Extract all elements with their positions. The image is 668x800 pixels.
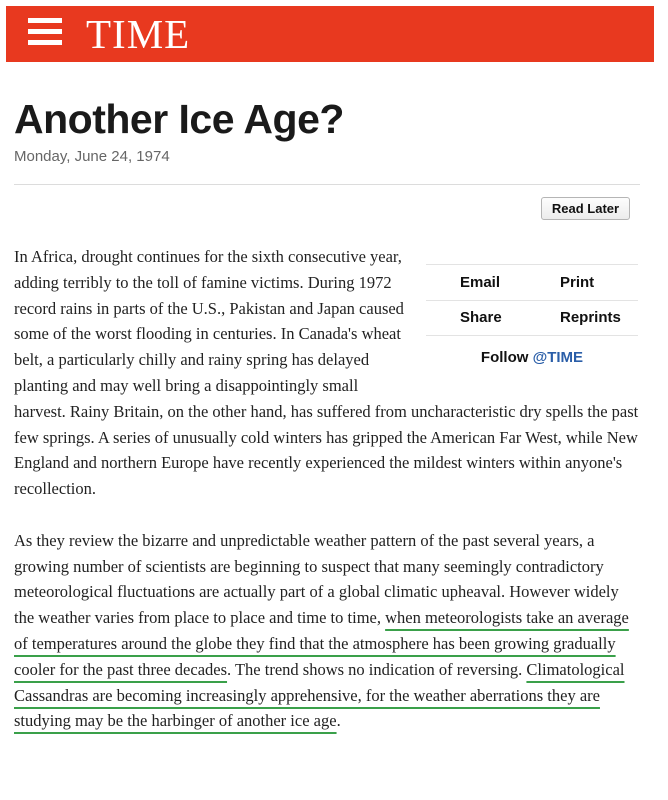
article-title: Another Ice Age? <box>14 96 344 142</box>
highlight-2: Climatological Cassandras are becoming increasingly apprehensive, for the weather aberrations they are studying may be the harbinger of another ice age <box>14 659 625 731</box>
print-link[interactable]: Print <box>560 273 595 291</box>
share-row-2 <box>426 300 638 336</box>
read-later-button[interactable]: Read Later <box>541 197 630 220</box>
top-bar <box>6 6 654 62</box>
follow-handle-link[interactable]: @TIME <box>532 349 584 366</box>
follow-label: Follow <box>480 349 529 366</box>
share-box <box>426 264 638 368</box>
article-date: Monday, June 24, 1974 <box>14 148 170 165</box>
highlight-1: when meteorologists take an average of temperatures around the globe they find that the atmosphere has been growing gradually cooler for the past three decades <box>14 608 629 679</box>
follow-time <box>426 336 638 368</box>
time-logo[interactable]: TIME <box>86 11 191 57</box>
email-link[interactable]: Email <box>460 273 501 291</box>
paragraph-1: In Africa, drought continues for the sixth consecutive year, adding terribly to the toll of famine victims. During 1972 record rains in parts of the U.S., Pakistan and Japan caused some of the worst flooding in centuries. In Canada's wheat belt, a particularly chilly and rainy spring has delayed planting and may well bring a disappointingly small harvest. Rainy Britain, on the other hand, has suffered from uncharacteristic dry spells the past few springs. A series of unusually cold winters has gripped the American Far West, while New England and northern Europe have recently experienced the mildest winters within anyone's recollection. <box>14 247 639 499</box>
paragraph-2 <box>14 528 640 734</box>
paragraph-2-text-c: . <box>336 711 341 731</box>
share-row-1 <box>426 264 638 300</box>
reprints-link[interactable]: Reprints <box>560 309 621 327</box>
paragraph-2-text-b: . The trend shows no indication of reversing. <box>227 659 527 679</box>
header-divider <box>14 184 640 185</box>
share-link[interactable]: Share <box>460 309 502 327</box>
paragraph-2-text-a: As they review the bizarre and unpredictable weather pattern of the past several years, a growing number of scientists are beginning to suspect that many seemingly contradictory meteorological fluctuations are actually part of a global climatic upheaval. However widely the weather varies from place to place and time to time, <box>14 530 619 628</box>
article-body <box>14 244 640 760</box>
hamburger-menu-icon[interactable] <box>28 18 62 46</box>
